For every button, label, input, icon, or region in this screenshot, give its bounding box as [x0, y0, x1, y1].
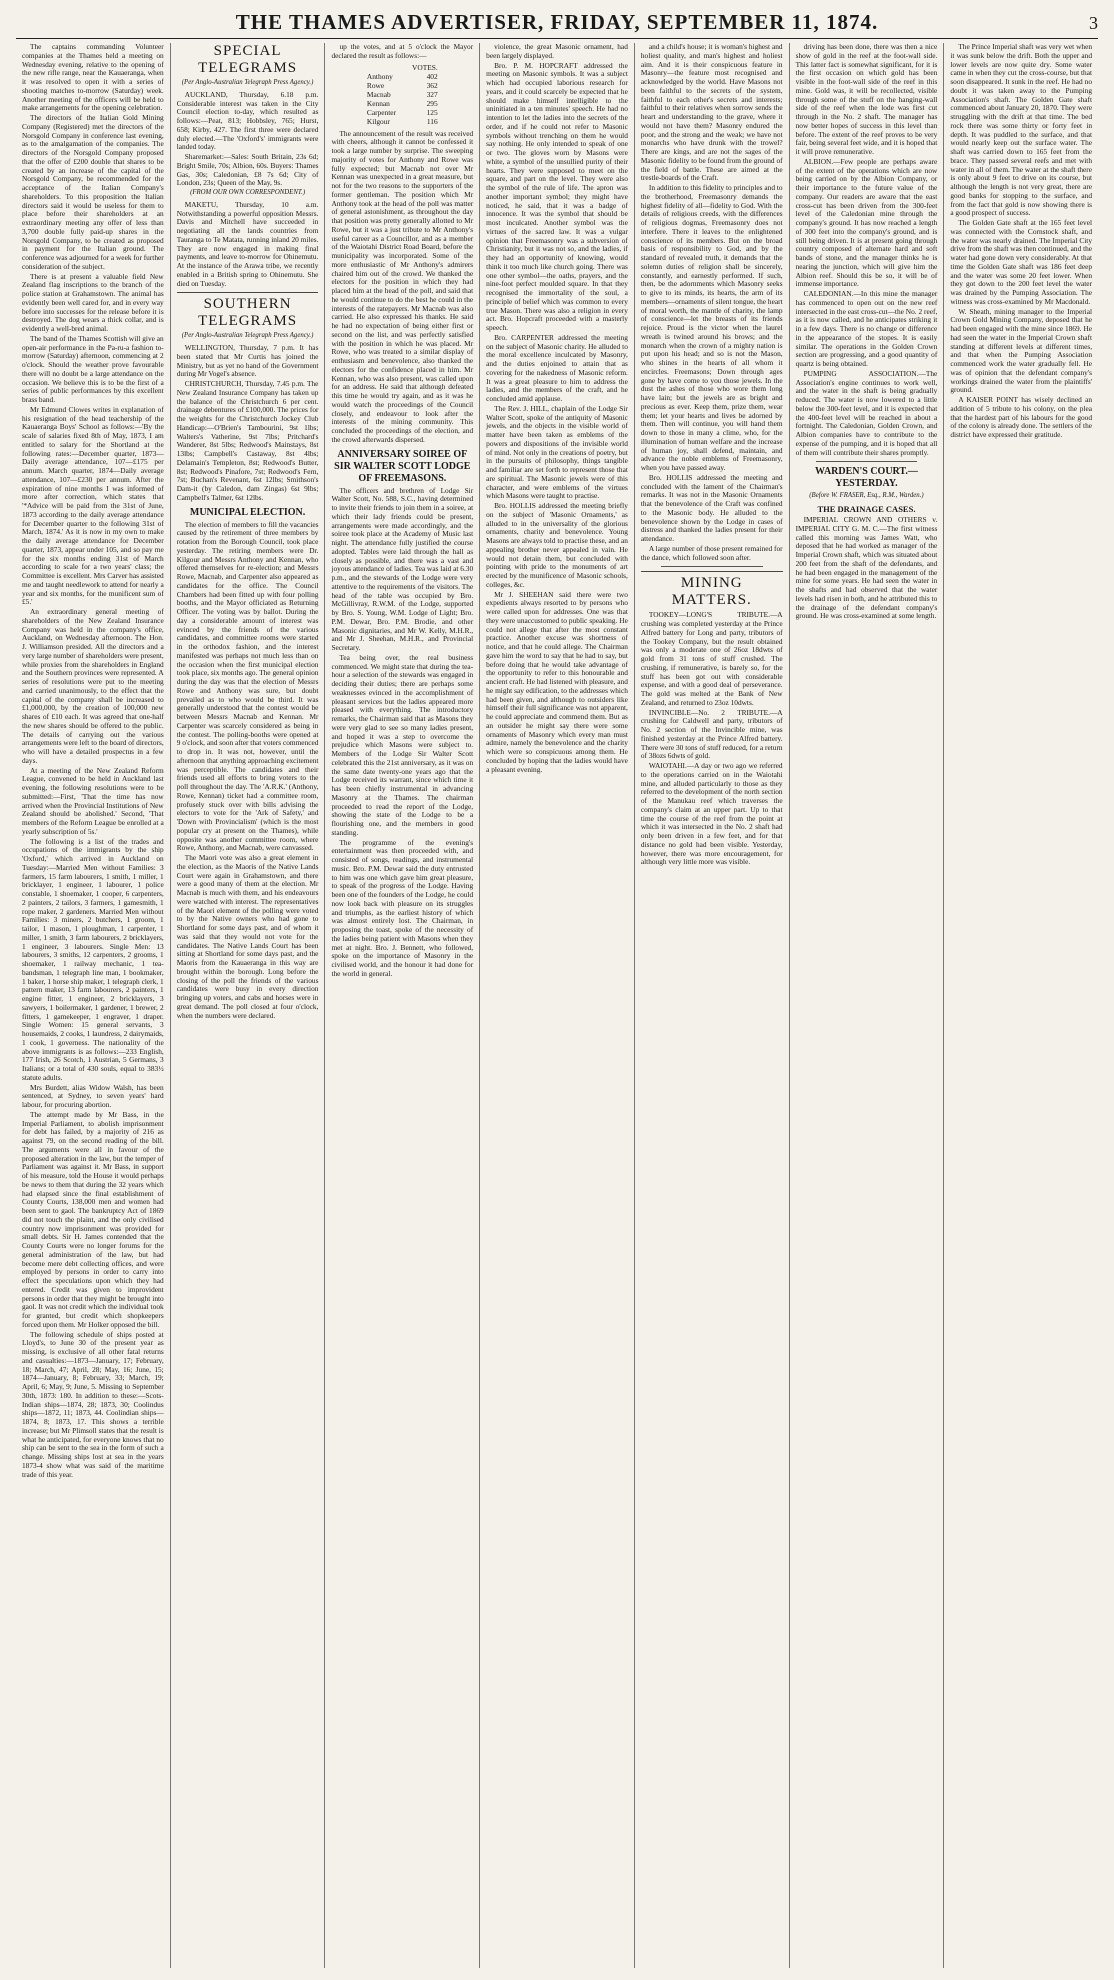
- votes-row: [359, 99, 446, 108]
- article-paragraph: Tea being over, the real business commenced. We might state that during the tea-hour a selection of the stewards was engaged in deciding their duties; there are perhaps some weaknesses evinced in the accomplishment of pleasant services but the ladies appeared more pleased with everything. The introductory remarks, the Chairman said that as Masons they were very glad to see so many ladies present, and hoped it was a step to overcome the prejudice which Masons were subject to. Members of the Lodge Sir Walter Scott celebrated this the 21st anniversary, as it was on the same date twenty-one years ago that the Lodge received its warrant, since which time it has been chiefly instrumental in advancing Masonry at the Thames. The chairman proceeded to read the report of the Lodge, showing the state of the Lodge to be a flourishing one, and the members in good standing.: [331, 652, 474, 837]
- article-paragraph: The following schedule of ships posted at Lloyd's, to June 30 of the present year as missing, is exclusive of all other fatal returns and casualties:—1873—January, 17; February, 18; March, 47; April, 28; May, 16; June, 15; 1874—January, 8; February, 33; March, 19; April, 6; May, 9; June, 5. Missing to September 30th, 1873: 180. In addition to these:—Scots-Indian ships—1874, 28; 1873, 30; Coolindus ships—1872, 11; 1873, 44. Coolindian ships—1874, 8; 1873, 17. This shows a terrible increase; but Mr Plimsoll states that the result is what he anticipated, for everyone knows that no ship can be sent to the sea in the form of such a change. Missing ships lost at sea in the years 1873-4 show what was said of the maritime trade of this year.: [22, 1329, 164, 1479]
- article-paragraph: The attempt made by Mr Bass, in the Imperial Parliament, to abolish imprisonment for debt has failed, by a majority of 216 as against 79, on the second reading of the bill. The arguments were all in favour of the proposed alteration in the law, but the temper of Parliament was against it. Mr Bass, in support of his measure, told the House it would perhaps be news to them that during the 32 years which had elapsed since the final establishment of County Courts, 138,000 men and women had been sent to gaol. The bankruptcy Act of 1869 did not touch the plaint, and the only civilised country now imprisonment was provided for small debts. Sir H. James contended that the County Courts were no longer forums for the general administration of the law, but had become mere debt collecting offices, and were employed by persons in order to carry into effect the speculations upon which they had entered. Credit was given to improvident persons in order that they might be brought into gaol. It was not credit which the individual took for granted, but credit which shopkeepers forced upon them. Mr Holker opposed the bill.: [22, 1109, 164, 1329]
- article-paragraph: The directors of the Italian Gold Mining Company (Registered) met the directors of the Norsgold Company in conference last evening, as to the amalgamation of the companies. The directors of the Norsgold Company proposed that the offer of £200 double that shares to be created by an increase of the capital of the Norsgold Company, be recommended for the acceptance of the Italian Company's shareholders. To this proposition the Italian directors said it would be useless for them to place before their shareholders at an extraordinary meeting any offer of less than 3,700 double fully paid-up shares in the Norsgold Company, to be created as proposed in payment for the Italian ground. The conference was adjourned for a week for further consideration of the subject.: [22, 113, 164, 271]
- masthead: [16, 10, 1098, 39]
- article-paragraph: W. Sheath, mining manager to the Imperial Crown Gold Mining Company, deposed that he had been engaged with the mine since 1869. He had seen the water in the Imperial Crown shaft standing at different levels at different times, and that when the Pumping Association commenced work the water gradually fell. He was of opinion that the defendant company's workings drained the water from the plaintiffs' ground.: [950, 306, 1093, 395]
- column-3: [325, 43, 480, 1968]
- article-paragraph: An extraordinary general meeting of shareholders of the New Zealand Insurance Company was held in the company's office, Auckland, on Wednesday afternoon. The Hon. J. Williamson presided. All the directors and a very large number of shareholders were present, while proxies from the shareholders in England and the Southern provinces were represented. A series of resolutions were put to the meeting and carried unanimously, to the effect that the capital of the company shall be increased to £1,000,000, by the creation of 100,000 new shares of £10 each. It was agreed that one-half the new shares should be offered to the public. The details of carrying out the various arrangements were left to the board of directors, who will have a detailed prospectus in a few days.: [22, 607, 164, 765]
- candidate-votes: 295: [426, 98, 438, 108]
- article-paragraph: The following is a list of the trades and occupations of the immigrants by the ship 'Oxford,' which arrived in Auckland on Tuesday:—Married Men without Families: 3 farmers, 15 farm labourers, 1 smith, 1 miller, 1 bricklayer, 1 engineer, 1 labourer, 1 police constable, 1 shoemaker, 1 cooper, 6 carpenters, 2 painters, 2 tailors, 3 farmers, 1 gamesmith, 1 rope maker, 2 gardeners. Married Men without Families: 3 miners, 2 butchers, 1 groom, 1 tailor, 1 mason, 1 ploughman, 1 carpenter, 1 miller, 1 smith, 3 farm labourers, 2 bricklayers, 1 engineer, 3 labourers. Single Men: 13 labourers, 3 smiths, 12 carpenters, 2 grooms, 1 shoemaker, 1 railway mechanic, 1 tea-bandsman, 1 telegraph line man, 1 bookmaker, 1 baker, 1 horse ship maker, 1 telegraph clerk, 1 pattern maker, 13 farm labourers, 2 painters, 1 engine fitter, 1 engineer, 2 bricklayers, 3 sawyers, 1 boilermaker, 1 gardener, 1 brewer, 2 fitters, 1 gamekeeper, 1 engraver, 1 draper. Single Women: 15 general servants, 3 housemaids, 2 cooks, 1 laundress, 2 dairymaids, 1 cook, 1 governess. The nationality of the above immigrants is as follows:—233 English, 177 Irish, 26 Scotch, 1 Austrian, 5 Germans, 3 Italians; or a total of 430 souls, equal to 383½ statute adults.: [22, 836, 164, 1082]
- article-paragraph: The Golden Gate shaft at the 165 feet level was connected with the Cornstock shaft, and the water was nearly drained. The Imperial City drive from the shaft was then continued, and the water had gone down very considerably. At that time the Golden Gate shaft was 186 feet deep and the water was some 20 feet lower. When they got down to the 200 feet level the water was drained by the Pumping Association. The witness was cross-examined by Mr Macdonald.: [950, 218, 1093, 306]
- special-telegrams-subheading: (Per Anglo-Australian Telegraph Press Agency.): [181, 79, 314, 86]
- section-rule: [661, 566, 763, 567]
- article-paragraph: A large number of those present remained for the dance, which followed soon after.: [640, 543, 783, 562]
- column-7: [944, 43, 1098, 1968]
- article-paragraph: The officers and brethren of Lodge Sir Walter Scott, No. 588, S.C., having determined to invite their friends to join them in a soiree, at which their lady friends could be present, arrangements were made accordingly, and the soiree took place at the Academy of Music last night. The attendance fully justified the course adopted. Tables were laid through the hall as closely as possible, and there was a vast and joyous attendance of ladies. Tea was laid at 6.30 p.m., and the stewards of the Lodge were very attentive to the requirements of the visitors. The head of the table was occupied by Bro. McGillivray, R.W.M. of the Lodge, supported by Bro. S. Young, W.M. Lodge of Light; Bro. P.M. Dewar, Bro. P.M. Brodie, and other Masonic dignitaries, and Mr W. Kelly, M.H.R., and Mr J. Sheehan, M.H.R., and Provincial Secretary.: [331, 485, 474, 652]
- article-paragraph: There is at present a valuable field New Zealand flag inscriptions to the branch of the police station at Grahamstown. The animal has evidently been well cared for, and in every way before into successes for the release before it is destroyed. The dog wears a thick collar, and is evidently a well-bred animal.: [22, 271, 164, 333]
- votes-row: [359, 90, 446, 99]
- candidate-votes: 125: [426, 107, 438, 117]
- article-paragraph: CALEDONIAN.—In this mine the manager has commenced to open out on the new reef intersected in the east cross-cut—the No. 2 reef, as it is now called, and he anticipates striking it in a few days. There is no change or difference in the appearance of the stopes. It is easily similar. The operations in the Golden Crown section are progressing, and a good quantity of quartz is being obtained.: [795, 289, 938, 368]
- article-paragraph: At a meeting of the New Zealand Reform League, convened to be held in Auckland last evening, the following resolutions were to be submitted:—First, 'That the time has now arrived when the Provincial Institutions of New Zealand should be abolished.' Second, 'That members of the Reform League be enrolled at a yearly subscription of 5s.': [22, 765, 164, 836]
- special-telegrams-heading: SPECIAL TELEGRAMS: [198, 43, 298, 76]
- article-paragraph: Sharemarket:—Sales: South Britain, 23s 6d; Bright Smile, 70s; Albion, 60s. Buyers: Thames Gas, 30s; Caledonian, £8 7s 6d; City of London, 23s; Queen of the May, 9s.: [176, 152, 319, 188]
- candidate-votes: 402: [426, 71, 438, 81]
- article-paragraph: Bro. HOLLIS addressed the meeting and concluded with the lament of the Chairman's remarks. It was not in the Masonic Ornaments that the benevolence of the Craft was confined to the Masonic body. He alluded to the benevolence shown by the Lodge in cases of distress and thanked the ladies present for their attendance.: [640, 472, 783, 543]
- candidate-name: Macnab: [366, 89, 391, 99]
- mining-matters-heading: MINING MATTERS.: [641, 571, 783, 609]
- drainage-cases-heading: THE DRAINAGE CASES.: [817, 504, 916, 514]
- candidate-name: Anthony: [366, 71, 393, 81]
- southern-telegrams-subheading: (Per Anglo-Australian Telegraph Press Agency.): [181, 332, 314, 340]
- article-paragraph: The programme of the evening's entertainment was then proceeded with, and consisted of songs, readings, and instrumental music. Bro. P.M. Dewar said the duty entrusted to him was one which gave him great pleasure, to speak of the progress of the Lodge. Having been one of the founders of the Lodge, he could now look back with pleasure on its struggles and triumphs, as the earliest history of which was almost entirely lost. The Chairman, in proposing the toast, spoke of the necessity of the ladies being patient with Masons when they met at night. Bro. J. Bennett, who followed, spoke on the importance of Masonry in the civilised world, and the honour it had done for the world in general.: [331, 837, 474, 978]
- article-paragraph: CHRISTCHURCH, Thursday, 7.45 p.m. The New Zealand Insurance Company has taken up the balance of the Christchurch 6 per cent. drainage debentures of £100,000. The prices for the weights for the Christchurch Jockey Club Handicap:—O'Brien's Tambourini, 9st 1lbs; Walters's Vatherine, 9st 7lbs; Pritchard's Wanderer, 8st 5lbs; Redwood's Mainstays, 8st 13lbs; Campbell's Castaway, 8st 4lbs; Delamain's Templeton, 8st; Redwood's Butter, 8st; Redwood's Pinafore, 7st; Redwood's Fern, 7st; Buchan's Revenant, 6st 12lbs; Smithson's Dam-it (by Caledon, dam Zingas) 6st 9lbs; Campbell's Talmer, 6st 12lbs.: [176, 379, 319, 502]
- votes-column-header: VOTES.: [412, 62, 438, 72]
- own-correspondent-subheading: (FROM OUR OWN CORRESPONDENT.): [190, 189, 306, 196]
- article-paragraph: PUMPING ASSOCIATION.—The Association's engine continues to work well, and the water in the shaft is being gradually reduced. The water is now lowered to a little below the 300-feet level, and it is expected that the 400-feet level will be reached in about a fortnight. The Caledonian, Golden Crown, and Albion companies have to contribute to the expense of the pumping, and it is hoped that all of them will contribute their shares promptly.: [795, 368, 938, 457]
- mining-matters-body: [641, 611, 783, 867]
- article-paragraph: A KAISER POINT has wisely declined an addition of 5 tribute to his colony, on the plea that the hardest part of his labours for the good of the colony is already done. The settlers of the district have expressed their gratitude.: [950, 395, 1093, 439]
- article-paragraph: INVINCIBLE—No. 2 TRIBUTE.—A crushing for Caldwell and party, tributors of No. 2 section of the Invincible mine, was finished yesterday at the Prince Alfred battery. There were 30 tons of stuff reduced, for a return of 38ozs 6dwts of gold.: [640, 707, 783, 761]
- column-4: [480, 43, 635, 1968]
- article-paragraph: Bro. HOLLIS addressed the meeting briefly on the subject of 'Masonic Ornaments,' as alluded to in the universality of the glorious ornaments, charity and benevolence. Young Masons are always told to practise these, and an appealing brother never appealed in vain. He would not detain them, but concluded with pointing with pride to the monuments of art erected by the munificence of Masonic schools, colleges, &c.: [486, 501, 628, 589]
- votes-intro: up the votes, and at 5 o'clock the Mayor declared the result as follows:—: [331, 43, 474, 60]
- candidate-votes: 327: [426, 89, 438, 99]
- candidate-name: Kennan: [366, 98, 390, 108]
- article-paragraph: Mr J. SHEEHAN said there were two expedients always resorted to by persons who were called upon for addresses. One was that they were unaccustomed to public speaking. He could not allege that after the most constant practice. Another excuse was shortness of notice, and that he could allege. The Chairman gave him the word to say that he had to say, but before doing that he would take advantage of the opportunity to refer to this honourable and ancient craft. He had listened with pleasure, and he might say edification, to the addresses which had been given, and although to outsiders like himself their full significance was not apparent, he could appreciate and commend them. But as an outsider he might say there were some ornaments of Masonry which every man must admire, namely the benevolence and the charity which were so conspicuous among them. He concluded by hoping that the ladies would have a pleasant evening.: [486, 589, 628, 774]
- votes-table: [359, 63, 446, 126]
- article-paragraph: The Rev. J. HILL, chaplain of the Lodge Sir Walter Scott, spoke of the antiquity of Masonic jewels, and the objects in the visible world of matter have been taken as emblems of the powers and dispositions of the invisible world of mind. Not only in the creations of poetry, but in the pursuits of philosophy, things tangible and familiar are set forth to represent those that are spiritual. The Masonic jewels were of this character, and were emblems of the virtues which Masons were taught to practise.: [486, 403, 628, 501]
- article-paragraph: TOOKEY—LONG'S TRIBUTE.—A crushing was completed yesterday at the Prince Alfred battery for Long and party, tributors of the Tookey Company, but the result obtained was only a moderate one of 26oz 18dwts of gold from 31 tons of stuff crushed. The crushing, if remunerative, is barely so, for the stuff has been got out with considerable expense, and with a good deal of perseverance. The gold was melted at the Bank of New Zealand, and returned to 23oz 10dwts.: [640, 610, 783, 707]
- article-paragraph: WAIOTAHI.—A day or two ago we referred to the operations carried on in the Waiotahi mine, and alluded particularly to those as they referred to the development of the north section of the Manukau reef which traverses the company's claim at an upper part. Up to that time the course of the reef from the point at which it was intersected in the No. 2 shaft had only been driven in a few feet, and for that distance no gold had been visible. Yesterday, however, there was more encouragement, for although very little more was visible.: [640, 761, 783, 867]
- article-paragraph: The election of members to fill the vacancies caused by the retirement of three members by rotation from the Borough Council, took place yesterday. The retiring members were Dr. Kilgour and Messrs Anthony and Kennan, who offered themselves for re-election; and Messrs Rowe, Macnab, and Carpenter also appeared as candidates for the office. The Council Chambers had been fitted up with four polling booths, and the Mayor officiated as Returning Officer. The voting was by ballot. During the day a considerable amount of interest was evinced by the friends of the various candidates, and committee rooms were started in the orthodox fashion, and the interest manifested was perhaps not much less than on the occasion when the first municipal election took place, six months ago. The general opinion during the day was that the election of Messrs Rowe and Anthony was sure, but doubt prevailed as to who would be third. It was generally understood that the contest would be between Messrs Macnab and Kennan. Mr Carpenter was scarcely considered as being in the contest. The polling-booths were opened at 9 o'clock, and soon after that voters commenced to drop in. It was not, however, until the afternoon that anything approaching excitement was perceptible. The candidates and their friends used all efforts to bring voters to the poll throughout the day. The 'A.R.K.' (Anthony, Rowe, Kennan) ticket had a committee room, profusely stuck over with bills advising the electors to vote for the 'Ark of Safety,' and 'Down with Provincialism' (which is the most popular cry at present on the Thames), while opposite was another committee room, where Rowe, Anthony, and Macnab, were canvassed.: [176, 519, 319, 853]
- candidate-votes: 116: [426, 116, 438, 126]
- article-paragraph: AUCKLAND, Thursday, 6.18 p.m. Considerable interest was taken in the City Council election to-day, which resulted as follows:—Peat, 813; Hobbsley, 765; Hurst, 658; Kirby, 427. The first three were declared duly elected.—The 'Oxford's' immigrants were landed today.: [176, 89, 319, 152]
- candidate-name: Carpenter: [366, 107, 397, 117]
- columns: [16, 43, 1098, 1968]
- masonic-body: [641, 43, 783, 562]
- election-result-body: [331, 130, 473, 445]
- article-paragraph: and a child's house; it is woman's highest and holiest quality, and man's highest and holiest aim. And it is their conspicuous feature in Masonry—the feature most recognised and acknowledged by the world. Have Masons not been faithful to the secrets of the system, faithful to each other's secrets and interests; faithful to their relatives when sorrow sends the heart and understanding to the grave, where it would not have them? Masonry endured the poor, and the strong and the weak; we have not monarchs who have drunk with the trowel? There are kings, and are not the sages of the Masonic fidelity to be found from the ground of the field of battle. These are aimed at the trestle-boards of the Craft.: [640, 43, 783, 183]
- special-telegrams-body: [177, 91, 319, 188]
- article-paragraph: The announcement of the result was received with cheers, although it cannot be confessed it took a large number by surprise. The sweeping majority of votes for Anthony and Rowe was fully expected; but Macnab not over Mr Kennan was unexpected in a great measure, but not for the two reasons to the supporters of the former gentleman. The position which Mr Anthony took at the head of the poll was matter of general astonishment, as throughout the day that position was pretty generally allotted to Mr Rowe, but it was a just tribute to Mr Anthony's useful career as a Councillor, and as a member of the Waiotahi District Road Board, before the municipality was incorporated. Some of the more enthusiastic of Mr Anthony's admirers chaired him out of the crowd. We thanked the electors for the position in which they had placed him at the head of the poll, and said that he would continue to do the best he could in the interests of the ratepayers. Mr Macnab was also carried. He also expressed his thanks. He said he had no expectation of being either first or second on the list, and was perfectly satisfied with the position in which he was placed. Mr Rowe, who was treated to a similar display of enthusiasm and benevolence, also thanked the electors for the confidence placed in him. Mr Kennan, who was also present, was called upon for an address. He said that although defeated this time he would try again, and as it was he would watch the proceedings of the Council closely, and endeavour to look after the interests of the mining community. This concluded the proceedings of the election, and the crowd afterwards dispersed.: [331, 128, 474, 444]
- article-paragraph: violence, the great Masonic ornament, had been largely displayed.: [486, 43, 628, 60]
- candidate-name: Kilgour: [366, 116, 390, 126]
- southern-telegrams-body: [177, 344, 319, 503]
- article-paragraph: The band of the Thames Scottish will give an open-air performance in the Pa-ru-a fashion to-morrow (Saturday) afternoon, commencing at 2 o'clock. Should the weather prove favourable there will no doubt be a large attendance on the occasion. We believe this is to be the first of a series of public performances by this excellent brass band.: [22, 333, 164, 404]
- column-5: [635, 43, 790, 1968]
- column-2: [171, 43, 326, 1968]
- municipal-election-heading: MUNICIPAL ELECTION.: [189, 506, 306, 518]
- votes-row: [359, 108, 446, 117]
- article-paragraph: Mr Edmund Clowes writes in explanation of his resignation of the head teachership of the Kauaeranga Boys' School as follows:—'By the scale of salaries fixed 8th of May, 1873, I am entitled to salary for the Shortland at the following rates:—December quarter, 1873—Daily average attendance, 107—£175 per annum. March quarter, 1874—Daily average attendance, 107—£230 per annum. After the expiration of nine months I was informed of more after correction, which states that '*Advice will be paid from the 31st of June, 1873 according to the daily average attendance for December quarter to the following 31st of March, 1874.' As it is now in my own to make the daily average attendance for December quarter, 1873, appear under 105, and so pay me for the six months ending 31st of March according to scale for a two years' class; the Committee is excellent. Mrs Carver has assisted me and taught needlework to attend for nearly a year and six months, for the munificent sum of £5.': [22, 404, 164, 607]
- wardens-court-heading: WARDEN'S COURT.—YESTERDAY.: [815, 466, 918, 490]
- votes-row: [359, 81, 446, 90]
- article-paragraph: Mrs Burdett, alias Widow Walsh, has been sentenced, at Sydney, to seven years' hard labour, for procuring abortion.: [22, 1082, 164, 1109]
- wardens-court-body: [796, 516, 938, 621]
- column-6: [790, 43, 945, 1968]
- own-correspondent-body: [177, 201, 319, 289]
- page-number: 3: [1089, 13, 1098, 33]
- candidate-name: Rowe: [366, 80, 385, 90]
- article-paragraph: WELLINGTON, Thursday, 7 p.m. It has been stated that Mr Curtis has joined the Ministry, but as yet no hand of the Government during Mr Vogel's absence.: [176, 343, 319, 379]
- article-paragraph: The captains commanding Volunteer companies at the Thames held a meeting on Wednesday evening, relative to the opening of the new rifle range, near the Kauaeranga, when it was resolved to open it with a series of shooting matches to-morrow (Saturday) week. Another meeting of the officers will be held to make arrangements for the opening celebration.: [22, 43, 164, 113]
- article-paragraph: ALBION.—Few people are perhaps aware of the extent of the operations which are now being carried on by the Albion Company, or their importance to the future value of the company. Our readers are aware that the east cross-cut has been driven from the 300-feet level of the Caledonian mine through the company's ground. It has now reached a length of 300 feet into the company's ground, and is still being driven. It is at present going through country composed of alternate hard and soft bands of stone, and the manager thinks he is nearing the junction, which will give him the Albion reef. Should this be so, it will be of immense importance.: [795, 156, 938, 289]
- article-paragraph: The Prince Imperial shaft was very wet when it was sunk below the drift. Both the upper and lower levels are now quite dry. Some water came in when they cut the cross-course, but that soon disappeared. It sunk in the reef. He had no doubt it was taken away to the Pumping Association's shaft. The Golden Gate shaft commenced about January 20, 1870. They were struggling with the drift at that time. The bed rock there was some thirty or forty feet in depth. It was puddled to the surface, and that would nearly keep out the surface water. The shaft was carried down to 165 feet from the brace. They passed several reefs and met with water in all of them. The water at the shaft there is only about 9 feet to drive on its course, but although the length is not very great, there are good banks for stopping to the surface, and from the fact that gold is now showing there is a good prospect of success.: [950, 43, 1093, 218]
- anniversary-heading: ANNIVERSARY SOIREE OF SIR WALTER SCOTT LODGE OF FREEMASONS.: [334, 448, 471, 484]
- article-paragraph: In addition to this fidelity to principles and to the brotherhood, Freemasonry demands the highest fidelity of all—fidelity to God. With the details of religious creeds, with the differences of religious dogmas, Freemasonry does not interfere. There it leaves to the enlightened conscience of its members. But on the broad basis of responsibility to God, and by the standard of revealed truth, it demands that the solemn duties of religion shall be sincerely, constantly, and earnestly performed. If such, then, be the adornments which Masonry seeks to give to its minds, its hearts, the arm of its members—ornaments of silent tongue, the heart of moral worth, the mantle of charity, the lamp of conscience—let the breasts of its friends rejoice. Proud is the victor when the laurel wreath is twined around his brows; and the monarch when the crown of a mighty nation is put upon his head; and so is not the Mason, who shines in the hearts of all whom it encircles. Freemasons; Down through ages gone by have come to you those jewels. In the dust the ashes of those who wore them long have lain; but the jewels are as bright and precious as ever. Keep them, prize them, wear them; let your hearts and lives be adorned by them. Then will continue, you will hand them down to those in many a clime, who, for the illumination of human welfare and the increase of human joy, shall defend, maintain, and advance the noble emblems of Freemasonry, when you have passed away.: [640, 183, 783, 472]
- article-paragraph: IMPERIAL CROWN AND OTHERS v. IMPERIAL CITY G. M. C.—The first witness called this morning was James Watt, who deposed that he had worked as manager of the Imperial Crown shaft, which was situated about 200 feet from the shaft of the defendants, and he had been engaged in the management of the mine for some years. He had seen the water in the shafts and had observed that the water levels had risen in both, and he attributed this to the drainage of the defendant company's ground. He was cross-examined at some length.: [795, 515, 938, 621]
- article-paragraph: Bro. CARPENTER addressed the meeting on the subject of Masonic charity. He alluded to the moral excellence inculcated by Masonry, and the duties enjoined to attain that as covering for the nakedness of Masonic reform. It was a great pleasure to him to address the ladies, and the members of the craft, and he concluded amid applause.: [486, 332, 628, 403]
- article-paragraph: Bro. P. M. HOPCRAFT addressed the meeting on Masonic symbols. It was a subject which had occupied laborious research for years, and it could scarcely be expected that he should make himself intelligible to the uninitiated in a ten minutes' speech. He had no intention to let the ladies into the secrets of the order, and if he could not refer to Masonic symbols without trenching on them he would say nothing. He only intended to speak of one or two. The gloves worn by Masons were white, a symbol of the unsullied purity of their hearts. They were supposed to meet on the square, and part on the level. They were also the symbol of the rule of life. The apron was another important symbol; they might have noticed, he said, that it was a badge of innocence. It was the symbol that should be most inculcated. Another symbol was the virtues of the sacred law. It was a vulgar opinion that Freemasonry was a subversion of Christianity, but it was not so, and the ladies, if they had an opportunity of knowing, would think it too much like church going. There was one other symbol—the oaths, prayers, and the nine-foot perfect moulded square. In that they recognised the immortality of the soul, a principle of belief which was common to every true Mason. There was also a religion in every act. Bro. Hopcraft proceeded with a masterly speech.: [486, 60, 628, 332]
- votes-row: [359, 117, 446, 126]
- candidate-votes: 362: [426, 80, 438, 90]
- article-paragraph: The Maori vote was also a great element in the election, as the Maoris of the Native Lands Court were again in Grahamstown, and there were a good many of them at the election. Mr Macnab is much with them, and his endeavours were watched with interest. The representatives of the Maori element of the polling were voted to by the Native owners who had gone to Shortland for some days past, and of whom it was said that they would not vote for the candidates. The Native Lands Court has been sitting at Shortland for some days past, and the Maoris from the Kauaeranga in this way are brought within the borough. Long before the closing of the poll the friends of the various candidates were busy in every direction bringing up voters, and cabs and horses were in great demand. The poll closed at four o'clock, when the numbers were declared.: [176, 853, 319, 1020]
- section-rule: [816, 461, 918, 462]
- article-paragraph: driving has been done, there was then a nice show of gold in the reef at the foot-wall side. This latter fact is somewhat significant, for it is the first occasion on which gold has been visible in the foot-wall side of the reef in this mine. Gold was, it will be recollected, visible through some of the stuff on the hanging-wall side of the reef when the lode was first cut through in the No. 2 shaft. The manager has now better hopes of success in this level than before. The extent of the reef proves to be very fair, being several feet wide, and it is hoped that it will prove remunerative.: [795, 43, 938, 156]
- anniversary-body: [331, 487, 473, 979]
- column-1: [16, 43, 171, 1968]
- wardens-court-subheading: (Before W. FRASER, Esq., R.M., Warden.): [809, 492, 924, 500]
- mining-continued-body: [796, 43, 938, 457]
- southern-telegrams-heading: SOUTHERN TELEGRAMS: [177, 292, 319, 330]
- municipal-election-body: [177, 521, 319, 1021]
- newspaper-title: THE THAMES ADVERTISER, FRIDAY, SEPTEMBER 11, 1874.: [235, 10, 879, 34]
- article-paragraph: MAKETU, Thursday, 10 a.m. Notwithstanding a powerful opposition Messrs. Davis and Mitchell have succeeded in negotiating all the lands countries from Tauranga to Te Matata, running inland 20 miles. They are now engaged in making final payments, and leave to-morrow for Ohinemutu. At the instance of the Arawa tribe, we recently enabled in a British spring to Ohinemutu. She died on Tuesday.: [176, 199, 319, 288]
- votes-row: [359, 72, 446, 81]
